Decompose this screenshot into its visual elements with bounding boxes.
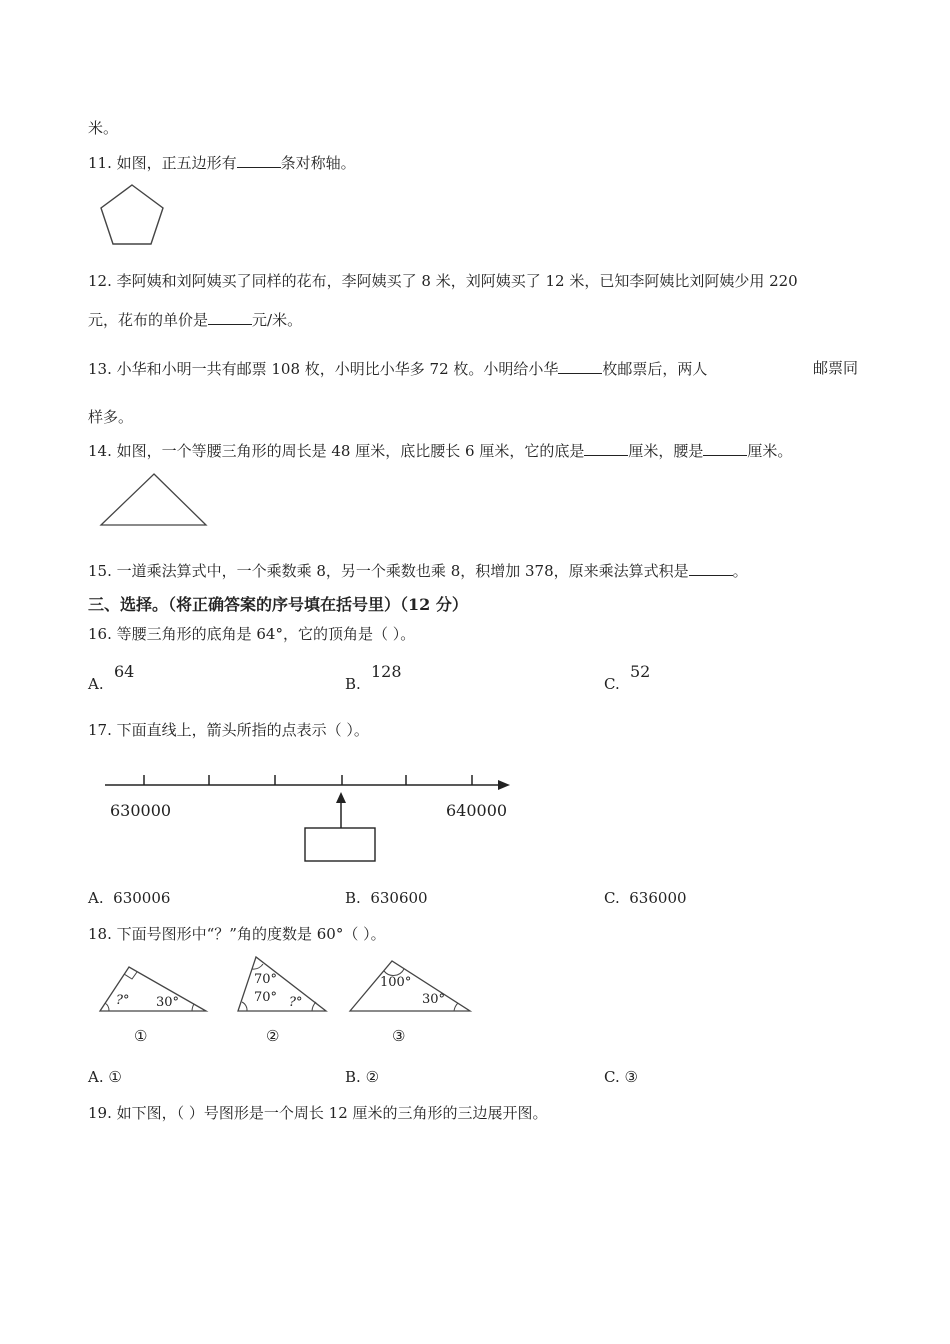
q17-option-c[interactable]: C. 636000 [604, 889, 687, 907]
q15-blank[interactable] [689, 563, 733, 576]
q13-line1: 13. 小华和小明一共有邮票 108 枚，小明比小华多 72 枚。小明给小华 枚邮票后，两人 [88, 360, 708, 378]
fig2-angle-top: 70° [254, 972, 278, 987]
section-3-heading: 三、选择。（将正确答案的序号填在括号里）（12 分） [88, 595, 468, 614]
q12-line2: 元，花布的单价是 元/米。 [88, 311, 303, 329]
fig1-angle-30: 30° [156, 995, 180, 1010]
q16-option-a-value: 64 [114, 662, 135, 681]
q19-stem: 19. 如下图，（ ）号图形是一个周长 12 厘米的三角形的三边展开图。 [88, 1104, 548, 1122]
q16-option-b-value: 128 [371, 662, 402, 681]
q12-line1: 12. 李阿姨和刘阿姨买了同样的花布，李阿姨买了 8 米，刘阿姨买了 12 米，已知李阿姨比刘阿姨少用 220 [88, 272, 798, 290]
fig1-unknown-angle: ?° [116, 993, 130, 1008]
q14-blank-base[interactable] [584, 443, 628, 456]
fig3-angle-100: 100° [380, 975, 412, 990]
q18-option-c[interactable]: C. ③ [604, 1068, 638, 1086]
q11-blank[interactable] [237, 155, 281, 168]
fig3-angle-30: 30° [422, 992, 446, 1007]
q18-stem: 18. 下面号图形中“？”角的度数是 60°（ ）。 [88, 925, 386, 943]
q18-option-a[interactable]: A. ① [88, 1068, 122, 1086]
number-line-end: 640000 [446, 801, 508, 820]
fig2-number: ② [266, 1027, 280, 1045]
q13-line1-end: 邮票同 [813, 359, 859, 377]
q16-option-c-label[interactable]: C. [604, 675, 620, 693]
isosceles-triangle-figure [100, 473, 208, 527]
q18-option-b[interactable]: B. ② [345, 1068, 380, 1086]
q15-text: 15. 一道乘法算式中，一个乘数乘 8，另一个乘数也乘 8，积增加 378，原来乘法算式积是 。 [88, 562, 748, 580]
q10-tail: 米。 [88, 119, 119, 137]
q17-option-b[interactable]: B. 630600 [345, 889, 428, 907]
q13-line2: 样多。 [88, 408, 134, 426]
fig1-number: ① [134, 1027, 148, 1045]
q17-option-a[interactable]: A. 630006 [88, 889, 171, 907]
q16-option-c-value: 52 [630, 662, 651, 681]
q13-blank[interactable] [558, 361, 602, 374]
q16-option-b-label[interactable]: B. [345, 675, 361, 693]
q17-stem: 17. 下面直线上，箭头所指的点表示（ ）。 [88, 721, 369, 739]
q14-blank-leg[interactable] [703, 443, 747, 456]
q12-blank[interactable] [208, 312, 252, 325]
fig2-angle-left: 70° [254, 990, 278, 1005]
fig2-unknown-angle: ?° [289, 995, 303, 1010]
q11-text: 11. 如图，正五边形有 条对称轴。 [88, 154, 356, 172]
number-line-start: 630000 [110, 801, 172, 820]
q16-option-a-label[interactable]: A. [88, 675, 104, 693]
q16-stem: 16. 等腰三角形的底角是 64°，它的顶角是（ ）。 [88, 625, 416, 643]
q14-text: 14. 如图，一个等腰三角形的周长是 48 厘米，底比腰长 6 厘米，它的底是 厘米，腰是 厘米。 [88, 442, 793, 460]
fig3-number: ③ [392, 1027, 406, 1045]
triangle-figure-2 [236, 955, 328, 1015]
pentagon-figure [100, 184, 166, 248]
triangle-figure-1 [98, 965, 208, 1015]
